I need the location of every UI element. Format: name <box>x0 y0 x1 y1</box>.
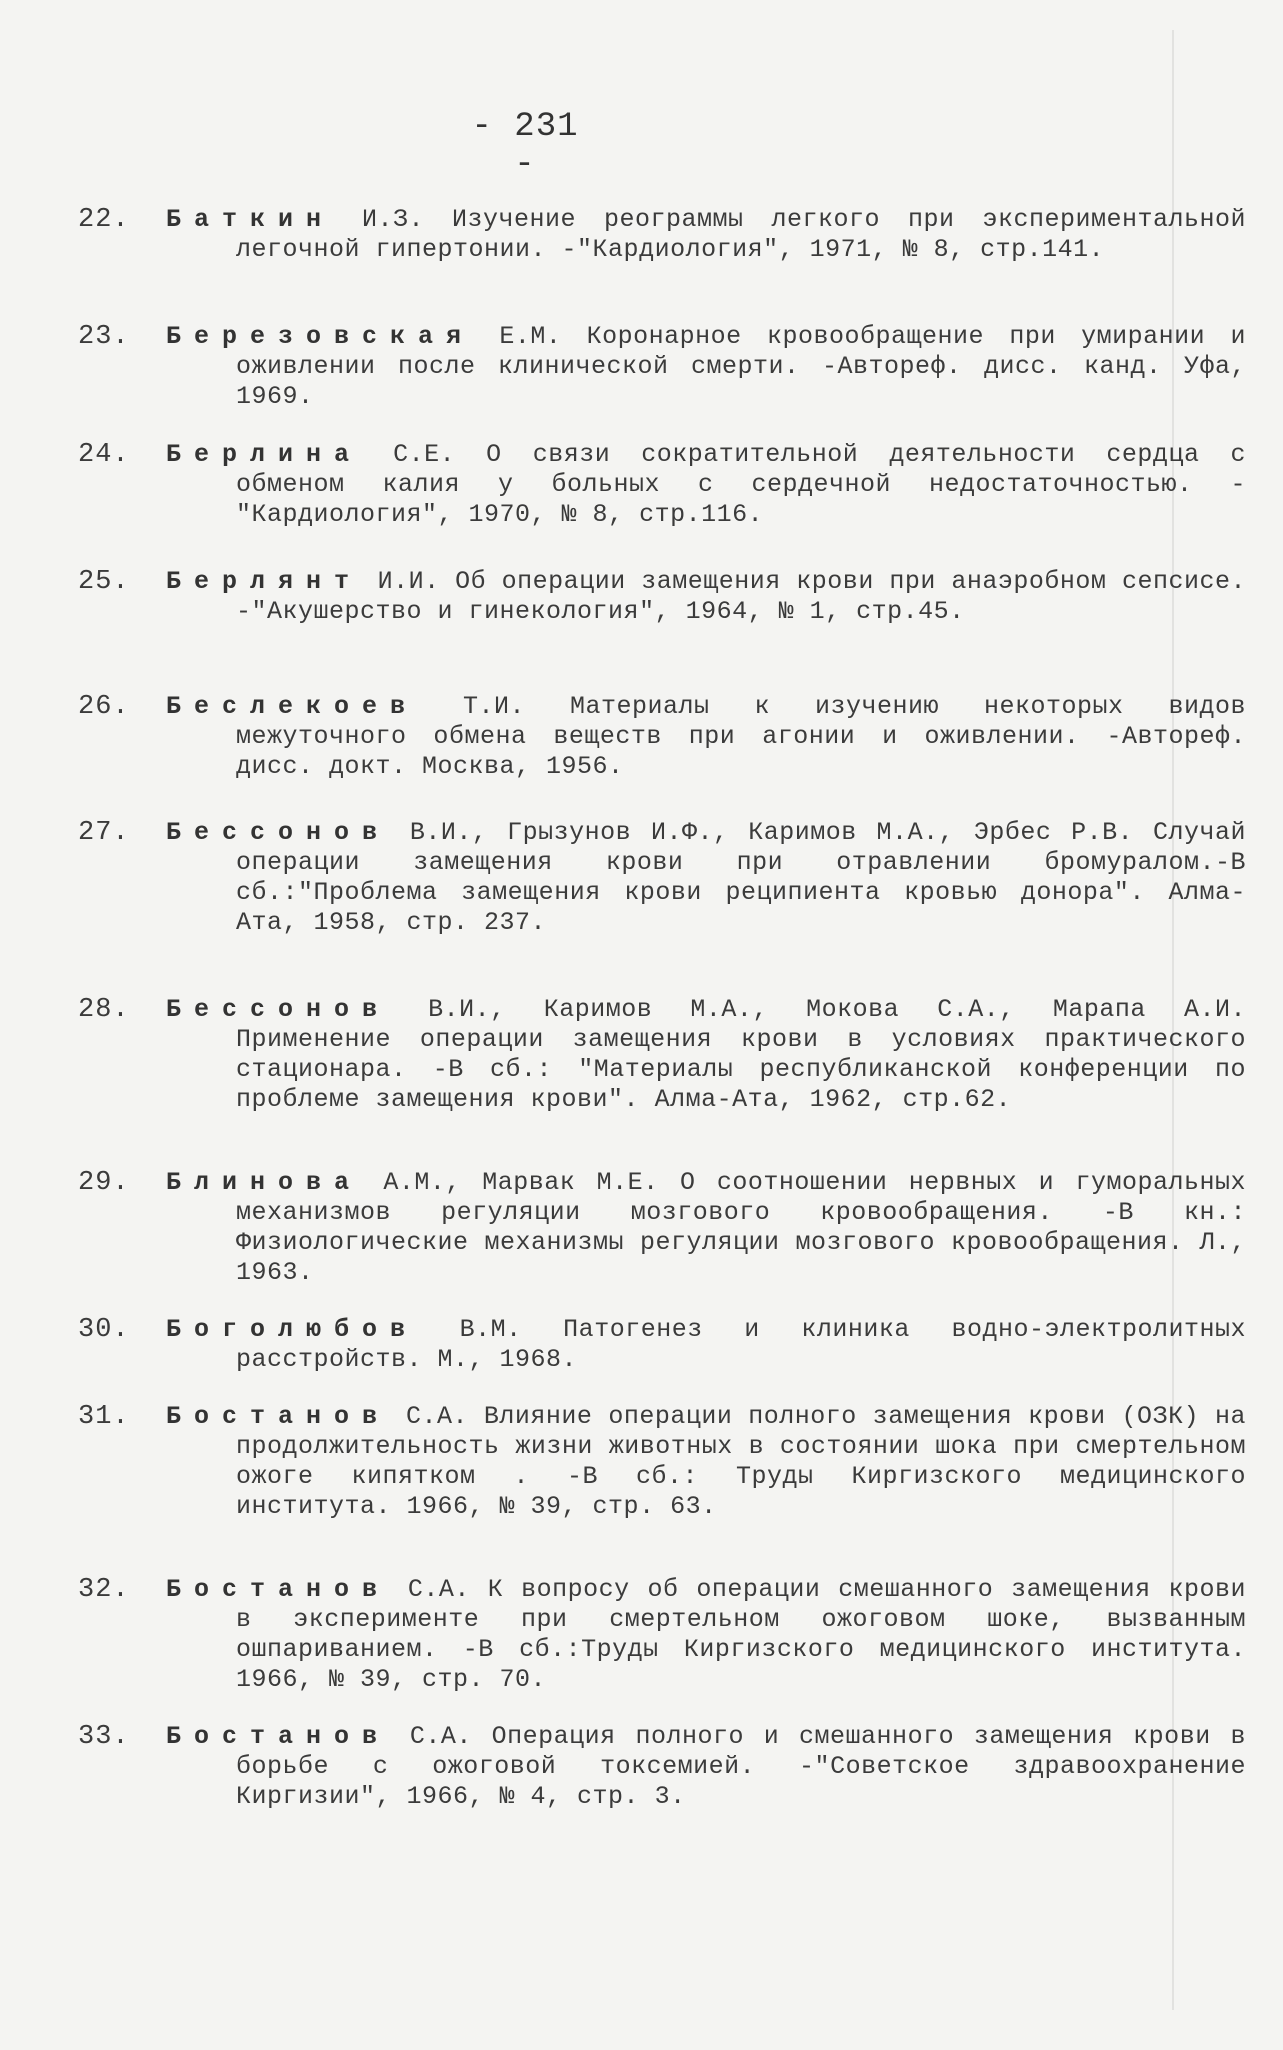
entry-author: Боголюбов <box>166 1315 419 1344</box>
entry-text <box>166 1402 1246 1522</box>
entry-author: Берлянт <box>166 567 363 596</box>
entry-number: 24. <box>78 440 130 470</box>
entry-author: Баткин <box>166 205 335 234</box>
entry-body: С.Е. О связи сократительной деятельности сердца с обменом калия у больных с сердечной недостаточностью. -"Кардиология", 1970, № 8, стр.116. <box>236 440 1246 529</box>
entry-text <box>166 692 1246 782</box>
entry-author: Бостанов <box>166 1402 391 1431</box>
entry-author: Беслекоев <box>166 692 419 721</box>
entry-body: В.И., Грызунов И.Ф., Каримов М.А., Эрбес Р.В. Случай операции замещения крови при отравлении бромуралом.-В сб.:"Проблема замещения крови реципиента кровью донора". Алма-Ата, 1958, стр. 237. <box>236 818 1246 937</box>
entry-number: 32. <box>78 1575 130 1605</box>
entry-body: Т.И. Материалы к изучению некоторых видов межуточного обмена веществ при агонии и оживлении. -Автореф. дисс. докт. Москва, 1956. <box>236 692 1246 781</box>
entry-body: С.А. Влияние операции полного замещения крови (ОЗК) на продолжительность жизни животных в состоянии шока при смертельном ожоге кипятком . -В сб.: Труды Киргизского медицинского института. 1966, № 39, стр. 63. <box>236 1402 1246 1521</box>
page-number: - 231 - <box>471 108 579 184</box>
entry-text <box>166 818 1246 938</box>
entry-body: А.М., Марвак М.Е. О соотношении нервных и гуморальных механизмов регуляции мозгового кровообращения. -В кн.: Физиологические механизмы регуляции мозгового кровообращения. Л., 1963. <box>236 1168 1246 1287</box>
entry-body: С.А. К вопросу об операции смешанного замещения крови в эксперименте при смертельном ожоговом шоке, вызванным ошпариванием. -В сб.:Труды Киргизского медицинского института. 1966, № 39, стр. 70. <box>236 1575 1246 1694</box>
entry-body: В.М. Патогенез и клиника водно-электролитных расстройств. М., 1968. <box>236 1315 1246 1374</box>
entry-body: В.И., Каримов М.А., Мокова С.А., Марапа А.И. Применение операции замещения крови в условиях практического стационара. -В сб.: "Материалы республиканской конференции по проблеме замещения крови". Алма-Ата, 1962, стр.62. <box>236 995 1246 1114</box>
entry-number: 25. <box>78 567 130 597</box>
entry-author: Бостанов <box>166 1575 391 1604</box>
entry-number: 22. <box>78 205 130 235</box>
entry-text <box>166 440 1246 530</box>
entry-text <box>166 322 1246 412</box>
entry-body: С.А. Операция полного и смешанного замещения крови в борьбе с ожоговой токсемией. -"Советское здравоохранение Киргизии", 1966, № 4, стр. 3. <box>236 1722 1246 1811</box>
entry-author: Бессонов <box>166 818 391 847</box>
entry-text <box>166 1575 1246 1695</box>
entry-number: 30. <box>78 1315 130 1345</box>
entry-body: И.З. Изучение реограммы легкого при экспериментальной легочной гипертонии. -"Кардиология", 1971, № 8, стр.141. <box>236 205 1246 264</box>
entry-author: Бостанов <box>166 1722 391 1751</box>
entry-body: И.И. Об операции замещения крови при анаэробном сепсисе. -"Акушерство и гинекология", 1964, № 1, стр.45. <box>236 567 1246 626</box>
entry-number: 29. <box>78 1168 130 1198</box>
entry-number: 31. <box>78 1402 130 1432</box>
entry-number: 28. <box>78 995 130 1025</box>
entry-text <box>166 1168 1246 1288</box>
entry-text <box>166 205 1246 265</box>
entry-text <box>166 995 1246 1115</box>
entry-text <box>166 1722 1246 1812</box>
entry-text <box>166 567 1246 627</box>
entry-author: Бессонов <box>166 995 391 1024</box>
entry-number: 23. <box>78 322 130 352</box>
entry-author: Блинова <box>166 1168 363 1197</box>
entry-author: Берлина <box>166 440 363 469</box>
entry-text <box>166 1315 1246 1375</box>
entry-body: Е.М. Коронарное кровообращение при умирании и оживлении после клинической смерти. -Автореф. дисс. канд. Уфа, 1969. <box>236 322 1246 411</box>
entry-author: Березовская <box>166 322 475 351</box>
entry-number: 26. <box>78 692 130 722</box>
entry-number: 27. <box>78 818 130 848</box>
entry-number: 33. <box>78 1722 130 1752</box>
